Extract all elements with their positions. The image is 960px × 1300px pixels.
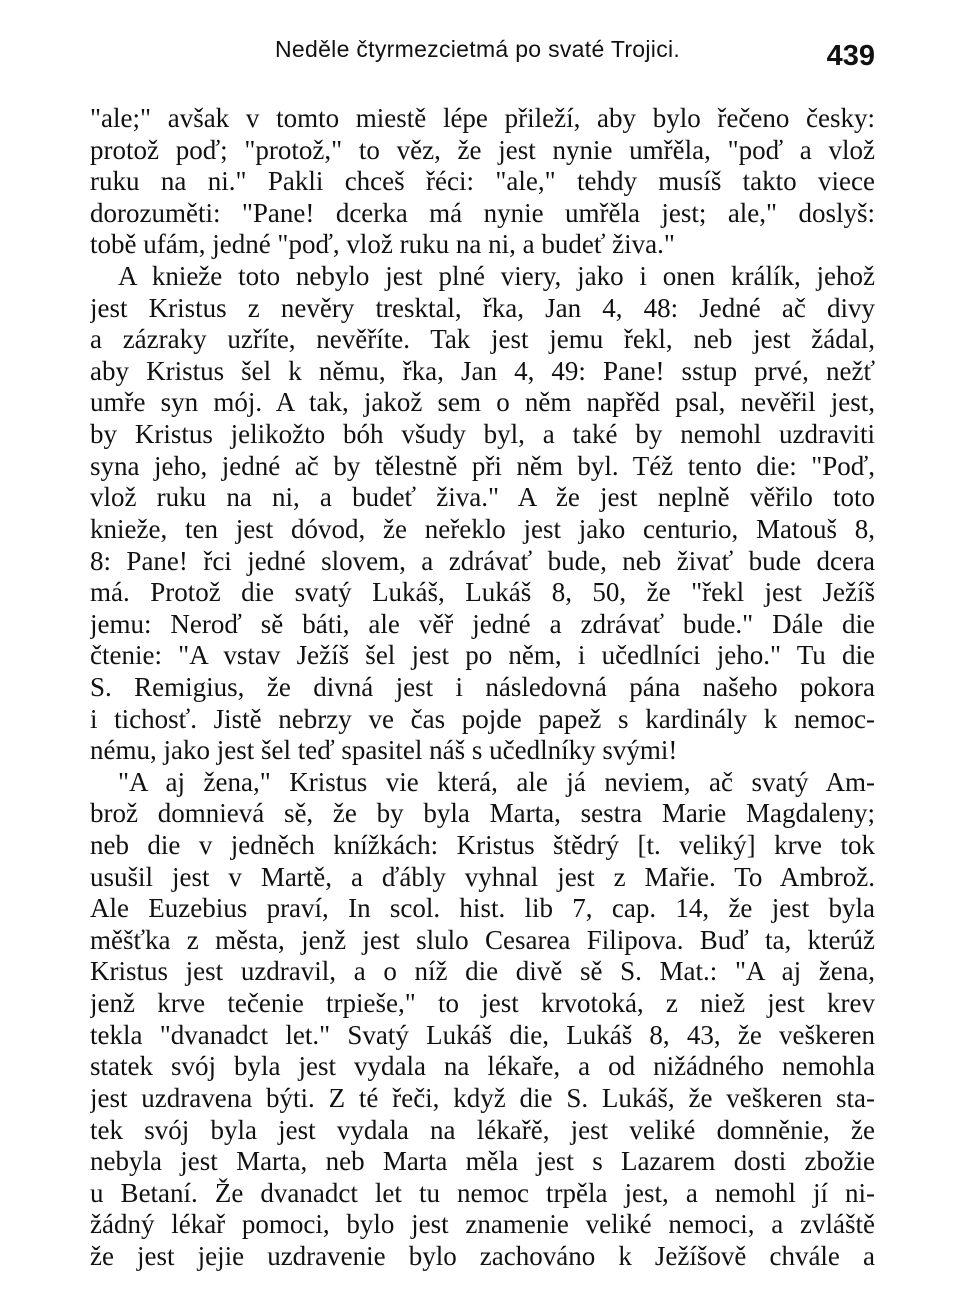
- page-number: 439: [826, 40, 875, 72]
- text-line: jemu: Neroď sě báti, ale věř jedné a zdrávať bude." Dále die: [90, 608, 875, 639]
- text-line: nebyla jest Marta, neb Marta měla jest s Lazarem dosti zbožie: [90, 1146, 875, 1177]
- body-text: [90, 103, 875, 1271]
- text-line: jenž krve tečenie trpieše," to jest krvotoká, z niež jest krev: [90, 988, 875, 1019]
- text-line: knieže, ten jest dóvod, že neřeklo jest jako centurio, Matouš 8,: [90, 513, 875, 544]
- running-title: Neděle čtyrmezcietmá po svaté Trojici.: [275, 36, 681, 62]
- text-line: má. Protož die svatý Lukáš, Lukáš 8, 50, že "řekl jest Ježíš: [90, 577, 875, 608]
- text-line: umře syn mój. A tak, jakož sem o něm napřěd psal, nevěřil jest,: [90, 387, 875, 418]
- text-line: dorozuměti: "Pane! dcerka má nynie umřěla jest; ale," doslyš:: [90, 197, 875, 228]
- text-line: neb die v jedněch knížkách: Kristus štědrý [t. veliký] krve tok: [90, 830, 875, 861]
- text-line: by Kristus jelikožto bóh všudy byl, a také by nemohl uzdraviti: [90, 419, 875, 450]
- text-line: protož poď; "protož," to věz, že jest nynie umřěla, "poď a vlož: [90, 134, 875, 165]
- text-line: žádný lékař pomoci, bylo jest znamenie veliké nemoci, a zvláště: [90, 1209, 875, 1240]
- text-line: 8: Pane! řci jedné slovem, a zdrávať bude, neb živať bude dcera: [90, 545, 875, 576]
- text-line: statek svój byla jest vydala na lékaře, a od nižádného nemohla: [90, 1051, 875, 1082]
- text-line: brož domnievá sě, že by byla Marta, sestra Marie Magdaleny;: [90, 798, 875, 829]
- text-line: Kristus jest uzdravil, a o níž die divě sě S. Mat.: "A aj žena,: [90, 956, 875, 987]
- text-line: Ale Euzebius praví, In scol. hist. lib 7, cap. 14, že jest byla: [90, 893, 875, 924]
- text-line: i tichosť. Jistě nebrzy ve čas pojde papež s kardinály k nemoc-: [90, 703, 875, 734]
- text-line: ruku na ni." Pakli chceš řéci: "ale," tehdy musíš takto viece: [90, 166, 875, 197]
- running-head: [90, 36, 875, 76]
- text-line: nému, jako jest šel teď spasitel náš s učedlníky svými!: [90, 735, 678, 766]
- text-line: vlož ruku na ni, a budeť živa." A že jest neplně věřilo toto: [90, 482, 875, 513]
- text-line: tekla "dvanadct let." Svatý Lukáš die, Lukáš 8, 43, že veškeren: [90, 1019, 875, 1050]
- text-line: tek svój byla jest vydala na lékařě, jest veliké domněnie, že: [90, 1114, 875, 1145]
- text-line: aby Kristus šel k němu, řka, Jan 4, 49: Pane! sstup prvé, nežť: [90, 355, 875, 386]
- text-line: že jest jejie uzdravenie bylo zachováno k Ježíšově chvále a: [90, 1240, 875, 1271]
- text-line: S. Remigius, že divná jest i následovná pána našeho pokora: [90, 671, 875, 702]
- text-line: čtenie: "A vstav Ježíš šel jest po něm, i učedlníci jeho." Tu die: [90, 640, 875, 671]
- text-line: "ale;" avšak v tomto miestě lépe přileží, aby bylo řečeno česky:: [90, 103, 875, 133]
- text-line: a zázraky uzříte, nevěříte. Tak jest jemu řekl, neb jest žádal,: [90, 324, 875, 355]
- text-line: jest uzdravena býti. Z té řeči, když die S. Lukáš, že veškeren sta-: [90, 1082, 875, 1113]
- text-line: usušil jest v Martě, a ďábly vyhnal jest z Mařie. To Ambrož.: [90, 861, 875, 892]
- text-line: u Betaní. Že dvanadct let tu nemoc trpěla jest, a nemohl jí ni-: [90, 1177, 875, 1208]
- text-line: jest Kristus z nevěry tresktal, řka, Jan 4, 48: Jedné ač divy: [90, 292, 875, 323]
- paragraph-first-line: "A aj žena," Kristus vie která, ale já neviem, ač svatý Am-: [118, 766, 875, 797]
- text-line: tobě ufám, jedné "poď, vlož ruku na ni, a budeť živa.": [90, 229, 675, 260]
- text-line: měšťka z města, jenž jest slulo Cesarea Filipova. Buď ta, kterúž: [90, 924, 875, 955]
- text-line: syna jeho, jedné ač by tělestně při něm byl. Též tento die: "Poď,: [90, 450, 875, 481]
- paragraph-first-line: A knieže toto nebylo jest plné viery, jako i onen králík, jehož: [118, 261, 875, 292]
